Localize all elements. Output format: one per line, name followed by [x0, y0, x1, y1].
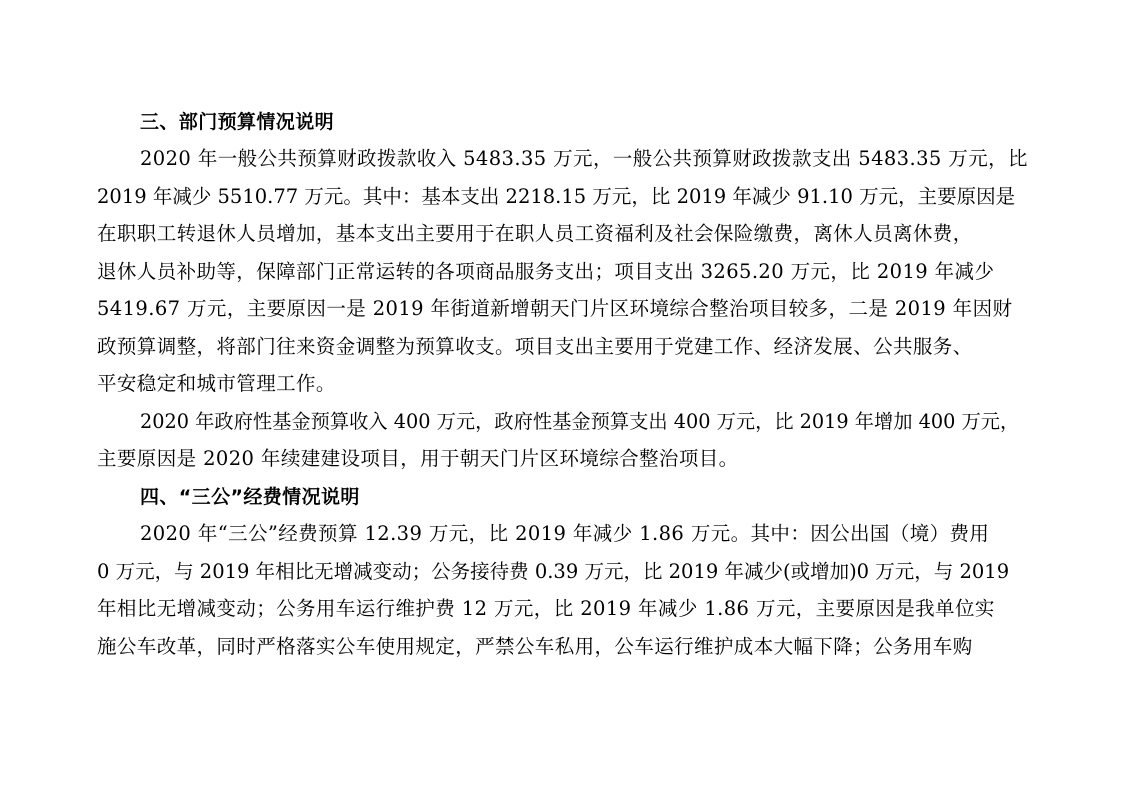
paragraph-line: 施公车改革，同时严格落实公车使用规定，严禁公车私用，公车运行维护成本大幅下降；公务用车购 [97, 635, 973, 658]
paragraph-line: 在职职工转退休人员增加，基本支出主要用于在职人员工资福利及社会保险缴费，离休人员离休费， [97, 222, 973, 245]
paragraph-line: 退休人员补助等，保障部门正常运转的各项商品服务支出；项目支出 3265.20 万元，比 2019 年减少 [97, 260, 995, 283]
paragraph-line: 2019 年减少 5510.77 万元。其中：基本支出 2218.15 万元，比 2019 年减少 91.10 万元，主要原因是 [97, 185, 1016, 208]
paragraph-line: 2020 年政府性基金预算收入 400 万元，政府性基金预算支出 400 万元，比 2019 年增加 400 万元， [140, 410, 1020, 433]
paragraph-line: 年相比无增减变动；公务用车运行维护费 12 万元，比 2019 年减少 1.86 万元，主要原因是我单位实 [97, 597, 995, 620]
paragraph-line: 5419.67 万元，主要原因一是 2019 年街道新增朝天门片区环境综合整治项目较多，二是 2019 年因财 [97, 297, 1013, 320]
section-heading-budget: 三、部门预算情况说明 [140, 111, 335, 133]
paragraph-line: 2020 年一般公共预算财政拨款收入 5483.35 万元，一般公共预算财政拨款支出 5483.35 万元，比 [140, 147, 1028, 170]
paragraph-line: 主要原因是 2020 年续建建设项目，用于朝天门片区环境综合整治项目。 [97, 447, 739, 470]
paragraph-line: 平安稳定和城市管理工作。 [97, 372, 336, 395]
paragraph-line: 政预算调整，将部门往来资金调整为预算收支。项目支出主要用于党建工作、经济发展、公共服务、 [97, 335, 973, 358]
paragraph-line: 0 万元，与 2019 年相比无增减变动；公务接待费 0.39 万元，比 2019 年减少(或增加)0 万元，与 2019 [97, 560, 1010, 583]
section-heading-three-public-expenses: 四、“三公”经费情况说明 [140, 486, 360, 508]
paragraph-line: 2020 年“三公”经费预算 12.39 万元，比 2019 年减少 1.86 万元。其中：因公出国（境）费用 [140, 522, 990, 545]
